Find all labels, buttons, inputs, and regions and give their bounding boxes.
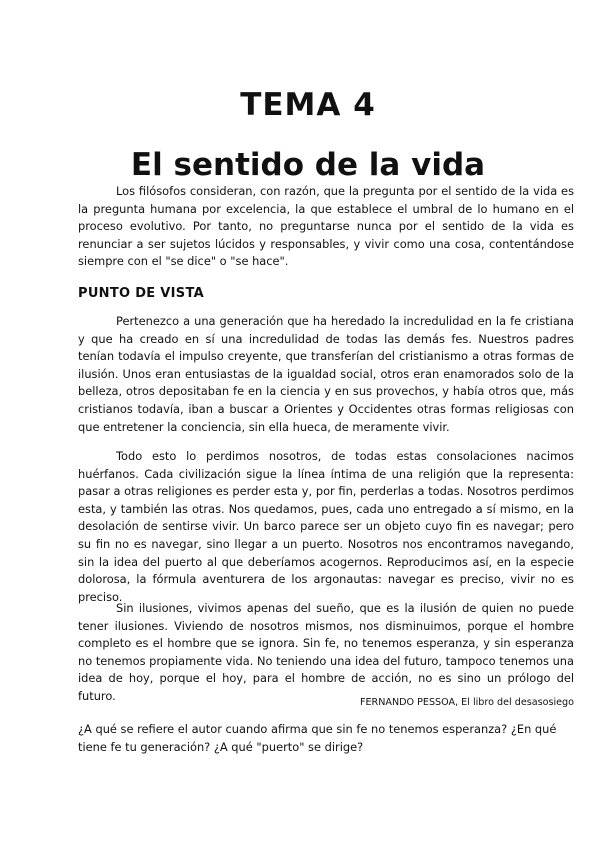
topic-number: TEMA 4 [240,86,376,123]
quote-paragraph-1: Pertenezco a una generación que ha heredado la incredulidad en la fe cristiana y que ha creado en sí una incredulidad de todas las demás fes. Nuestros padres tenían todavía el impulso creyente, que transferían del cristianismo a otras formas de ilusión. Unos eran entusiastas de la igualdad social, otros eran enamorados solo de la belleza, otros depositaban fe en la ciencia y en sus provechos, y había otros que, más cristianos todavía, iban a buscar a Orientes y Occidentes otras formas religiosas con que entretener la conciencia, sin ella hueca, de meramente vivir. [78,314,574,434]
quote-paragraph-3: Sin ilusiones, vivimos apenas del sueño, que es la ilusión de quien no puede tener ilusiones. Viviendo de nosotros mismos, nos disminuimos, porque el hombre completo es el hombre que se ignora. Sin fe, no tenemos esperanza, y sin esperanza no tenemos propiamente vida. No teniendo una idea del futuro, tampoco tenemos una idea de hoy, porque el hoy, para el hombre de acción, no es sino un prólogo del futuro. [78,601,574,703]
section-heading: PUNTO DE VISTA [78,286,204,301]
quote-citation: FERNANDO PESSOA, El libro del desasosiego [359,697,574,708]
quote-paragraph-2: Todo esto lo perdimos nosotros, de todas estas consolaciones nacimos huérfanos. Cada civilización sigue la línea íntima de una religión que la representa: pasar a otras religiones es perder esta y, por fin, perderlas a todas. Nosotros perdimos esta, y también las otras. Nos quedamos, pues, cada uno entregado a sí mismo, en la desolación de sentirse vivir. Un barco parece ser un objeto cuyo fin es navegar; pero su fin no es navegar, sino llegar a un puerto. Nosotros nos encontramos navegando, sin la idea del puerto al que deberíamos acogernos. Reproducimos así, en la especie dolorosa, la fórmula aventurera de los argonautas: navegar es preciso, vivir no es preciso. [78,449,574,604]
intro-paragraph: Los filósofos consideran, con razón, que la pregunta por el sentido de la vida es la pregunta humana por excelencia, la que establece el umbral de lo humano en el proceso evolutivo. Por tanto, no preguntarse nunca por el sentido de la vida es renunciar a ser sujetos lúcidos y responsables, y vivir como una cosa, contentándose siempre con el "se dice" o "se hace". [78,184,574,269]
page-title: El sentido de la vida [130,146,486,183]
discussion-question: ¿A qué se refiere el autor cuando afirma que sin fe no tenemos esperanza? ¿En qué tiene fe tu generación? ¿A qué "puerto" se dirige? [78,722,557,754]
